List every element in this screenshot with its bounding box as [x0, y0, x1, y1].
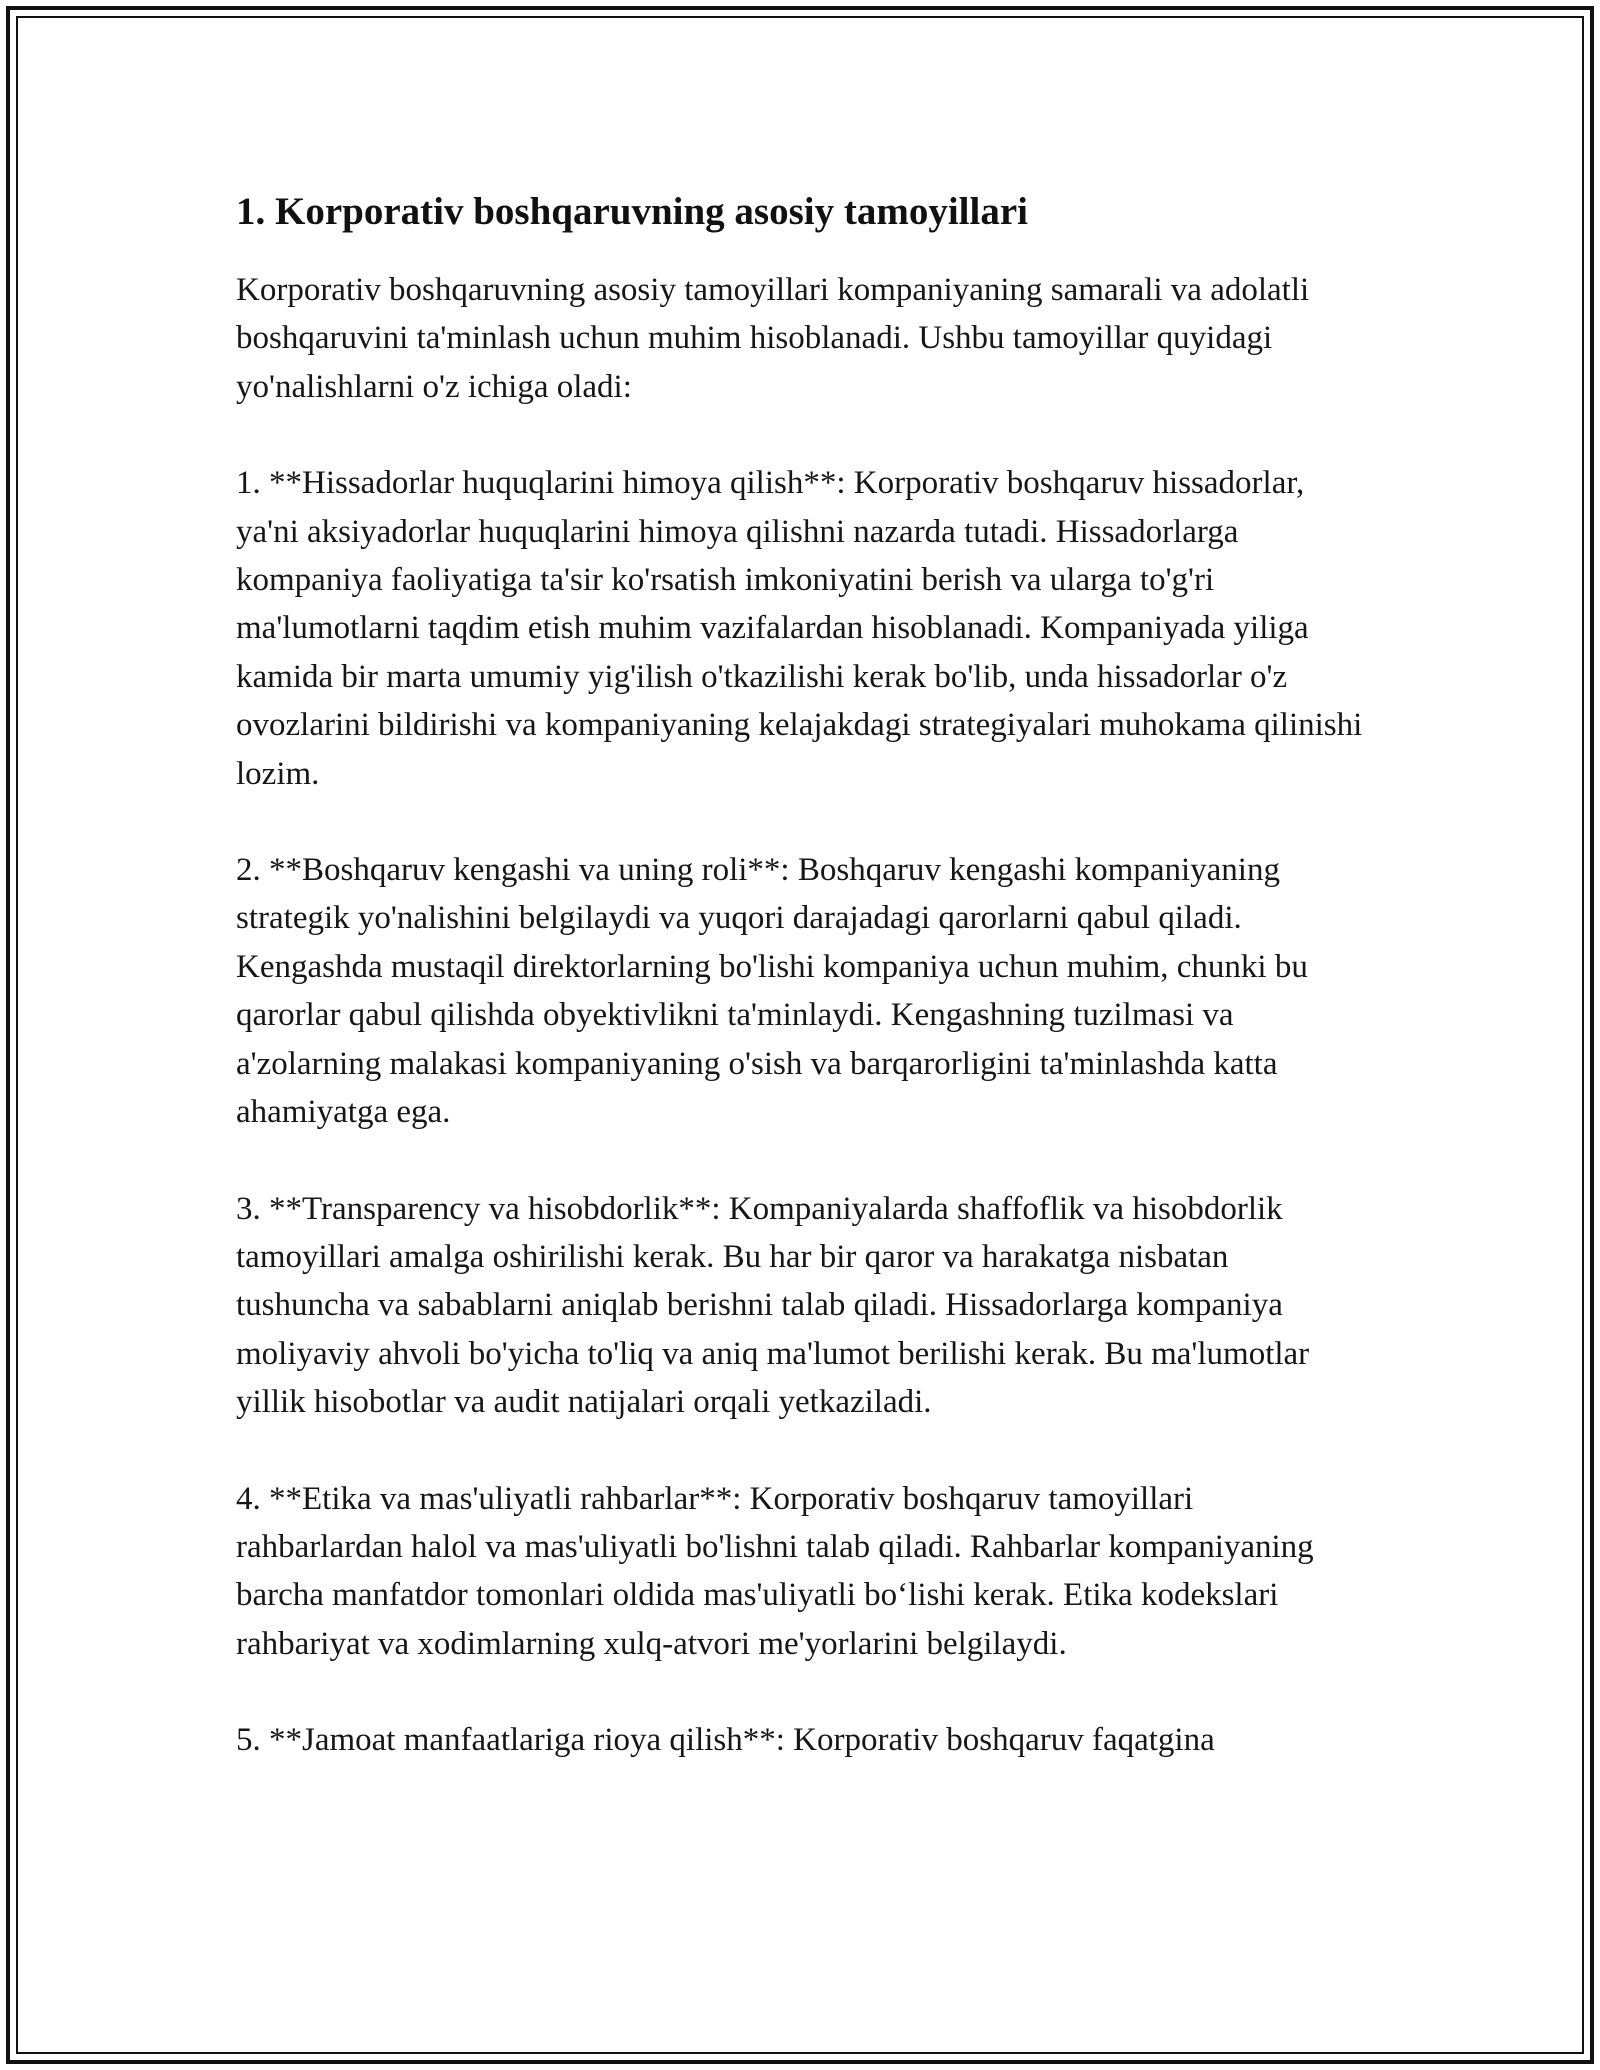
paragraph-item-5: 5. **Jamoat manfaatlariga rioya qilish**: Korporativ boshqaruv faqatgina [236, 1722, 1215, 1759]
paragraph-item-4: 4. **Etika va mas'uliyatli rahbarlar**: Korporativ boshqaruv tamoyillari rahbarlardan halol va mas'uliyatli bo'lishni talab qiladi. Rahbarlar kompaniyaning barcha manfatdor tomonlari oldida mas'uliyatli bo‘lishi kerak. Etika kodekslari rahbariyat va xodimlarning xulq-atvori me'yorlarini belgilaydi. [236, 1480, 1314, 1662]
paragraph-item-1: 1. **Hissadorlar huquqlarini himoya qilish**: Korporativ boshqaruv hissadorlar, ya'ni aksiyadorlar huquqlarini himoya qilishni nazarda tutadi. Hissadorlarga kompaniya faoliyatiga ta'sir ko'rsatish imkoniyatini berish va ularga to'g'ri ma'lumotlarni taqdim etish muhim vazifalardan hisoblanadi. Kompaniyada yiliga kamida bir marta umumiy yig'ilish o'tkazilishi kerak bo'lib, unda hissadorlar o'z ovozlarini bildirishi va kompaniyaning kelajakdagi strategiyalari muhokama qilinishi lozim. [236, 465, 1363, 792]
paragraph-item-2: 2. **Boshqaruv kengashi va uning roli**: Boshqaruv kengashi kompaniyaning strategik yo'nalishini belgilaydi va yuqori darajadagi qarorlarni qabul qiladi. Kengashda mustaqil direktorlarning bo'lishi kompaniya uchun muhim, chunki bu qarorlar qabul qilishda obyektivlikni ta'minlaydi. Kengashning tuzilmasi va a'zolarning malakasi kompaniyaning o'sish va barqarorligini ta'minlashda katta ahamiyatga ega. [236, 852, 1308, 1131]
document-body [236, 186, 1366, 1813]
document-title: 1. Korporativ boshqaruvning asosiy tamoyillari [236, 190, 1028, 233]
paragraph-item-3: 3. **Transparency va hisobdorlik**: Kompaniyalarda shaffoflik va hisobdorlik tamoyillari amalga oshirilishi kerak. Bu har bir qaror va harakatga nisbatan tushuncha va sabablarni aniqlab berishni talab qiladi. Hissadorlarga kompaniya moliyaviy ahvoli bo'yicha to'liq va aniq ma'lumot berilishi kerak. Bu ma'lumotlar yillik hisobotlar va audit natijalari orqali yetkaziladi. [236, 1190, 1310, 1421]
paragraph-intro: Korporativ boshqaruvning asosiy tamoyillari kompaniyaning samarali va adolatli boshqaruvini ta'minlash uchun muhim hisoblanadi. Ushbu tamoyillar quyidagi yo'nalishlarni o'z ichiga oladi: [236, 272, 1310, 405]
